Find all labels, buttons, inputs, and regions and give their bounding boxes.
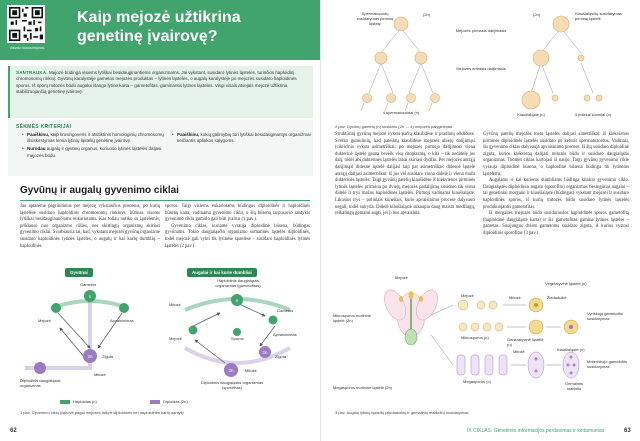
megaspores-label: Megasporos (n) [463, 379, 492, 384]
qr-code[interactable] [7, 5, 45, 43]
sperm-cells-label: 4 spermatozoidai (n) [382, 110, 420, 115]
plant-life-cycle-diagram [165, 268, 310, 396]
gametophyte-label: Haploidinis daugialąstis organizmas (gametofitas) [215, 278, 261, 288]
bullet-icon: • [172, 132, 174, 137]
spermatocyte-label: Spermatozoidų susidarymas pirminę ląstelę [356, 11, 394, 26]
zygote-label: Zigota [102, 354, 114, 359]
criteria-item-bold: Paaiškinu, [27, 132, 50, 137]
paragraph: Struktūrinį gyvūnų mejozė vyksta pačių kiaušidėse ir pradinių sėklidose. Sveiko gumulinių, kad pateiktų kiaušidėse mejozės abiejų dalijimųsi (ciklicinis vyksta asimetriškai: po mejozės pirmojo dalijimosi viena dukterinė ląstelė gauna beveik visą citoplazmą, o kita – tik nedidelę jos dalį, todėl abi dukterinės ląstelės labai skiriasi dydžiu. Per mejozės antrąjį dalijimąsi didesnė ląstelė dalijasi taip pat asimetriškai: didesnė ląstelė antrąjį dalijasi asimetriškai: iš jos vėl susidaro viena didelė ir viena maža dukterinės ląstelės. Taigi gyvūnų patelių kiaušidėse iš kiekvienos pirminės lytinės ląstelės prirmina po dviejų mejozės padalijimų susidaro tik viena didelė ir trys mažos haploidinės ląstelės. Pirmoji vadinama kiaušialąste. Likusios trys – poliniais kūneliais, kurie apvaisinimo procese dalyvauti negali, todėl suiryda. Didelė kiaušialąstė sukaupia daug maisto medžiagų, reikalingų gemalui augti, jei ji bus apvaisinta. [335, 132, 475, 217]
generative-cell-label: Generatyvinė ląstelė (n) [507, 337, 544, 347]
criteria-title: SĖKMĖS KRITERIJAI [16, 124, 72, 130]
meiosis-label: Mejozė [38, 318, 51, 323]
right-text-column-1 [335, 132, 475, 218]
criteria-column-1 [22, 132, 167, 161]
right-text-column-2 [483, 132, 629, 238]
criteria-item-bold: Nurodau [27, 146, 46, 152]
oocyte-label: Kiaušialąsčių susidarymas pirminę ląstelė [575, 11, 622, 21]
paragraph: Iš mergaitės mejozės būdo susidariusios haploidinės sporos gametofitą (haploidinė daugialąstė karta) ir šis gametofitas gamina lytines ląsteles – gametas. Susijungus dviem gametoms susidaro zigota, iš kurios vystosi diploidinis sporofitas (3 pav.). [483, 211, 629, 236]
flower-graphic [380, 287, 442, 345]
svg-text:2n: 2n [262, 350, 268, 355]
megaspore-mother-label: Megasporos motininė ląstelė (2n) [333, 385, 393, 390]
meiosis-label: Mejozė [169, 336, 182, 341]
section-divider [20, 200, 310, 201]
diploid-organism-label: Diploidinis daugialąstis organizmas [20, 378, 61, 388]
paragraph: Gyvenimo ciklas, kuriame vyrauja diploidinė būsena, būdingas gyvūnams. Tokio daugialąsčio organizmo somatinės ląstelės diploidinės, todėl mejozė gali vykti tik lytinėse ląstelėse – susidaro haploidinės lytinės ląstelės (2 pav.). [165, 223, 310, 249]
microspore-mother-label: Mikrosporos motininė ląstelė (2n) [333, 313, 372, 323]
qr-label: Vaizdo klausimynas [9, 45, 45, 50]
fertilization-label: Apvaisinimas [110, 318, 134, 323]
meiosis-top-label: Mejozė [395, 275, 408, 280]
egg-cell-label: Kiaušialąstė (n) [557, 347, 585, 352]
summary-label: SANTRAUKA. [16, 70, 48, 75]
right-page [320, 0, 640, 441]
page-number-right: 63 [624, 428, 631, 434]
meiosis-left-label: Mejozė [461, 293, 474, 298]
criteria-item [172, 132, 317, 144]
svg-text:2n: 2n [87, 354, 93, 359]
microspores-label: Mikrosporos (n) [461, 335, 489, 340]
svg-text:2n: 2n [228, 368, 234, 373]
criteria-item-text: kaip krosingoveris ir atsitiktinis homologinių chromosomų išsiskirstymas lemia lytinių ląstelių genetinę įvairovę. [27, 132, 164, 144]
chapter-header [0, 0, 320, 60]
bullet-icon: • [22, 146, 24, 152]
gametogenesis-diagram [331, 8, 631, 122]
animals-tag: Gyvūnai [65, 268, 93, 277]
sporophyte-label: Diploidinis daugialąstis organizmas (sporofitas) [200, 380, 264, 390]
paragraph: Gyvūnų patelių mejozės metu ląstelės dalijasi simetriškai: iš kiekvienos pirminės diploidinės ląstelės susidaro po keturis spermatozoidus. Vadinasi, šis gyvenimo ciklas dalyvauja apvaisinimo procese. Iš šių susidaro diploidinė zigota, kurios kiekvieną dalijasi mitozės būdu ir susidaro daugialąstis organizmas. Tuomet ciklas kartojasi iš naujo. Taigi gyvūnų gyvenimo cikle vyrauja diploidinė būsena, o haploidinė būsena būdinga tik lytinėms ląstelėms. [483, 132, 629, 177]
chapter-title: Kaip mejozė užtikrina genetinę įvairovę? [77, 9, 241, 45]
page-number-left: 62 [10, 428, 17, 434]
summary-body: Mejozė būdinga visiems lytiškai besidauginantiems organizmams. Jai vykstant, susidaro lytinės ląstelės, turinčios haploidinį chromosomų rinkinį. Gyvūnų karalystėje gametos mejozės produktas – lytinės ląstelės, o augalų karalystėje po mejozės susidaro haploidinės sporos. Iš sporų mitozės būdu augalui išauga lytinė karta – gametofitas, gaminantis lytines ląsteles. Visgi visais atvejais mejozė užtikrina stabilizuojančią genetinę įvairovę. [16, 70, 297, 94]
female-gametophyte-label: Moteriškojo gametofito susidarymas [587, 359, 628, 369]
meiosis-first-label: Mejozės pirmasis dalijimasis [455, 28, 507, 33]
gametes-label: Gametos [80, 282, 97, 287]
haploid-legend-label: Haploidas (n) [73, 399, 97, 404]
mitosis-label: Mitozė [94, 372, 106, 377]
egg-cell-label: Kiaušialąstė (n) [517, 112, 545, 117]
criteria-column-2 [172, 132, 317, 146]
animal-cycle-graphic [20, 268, 160, 396]
gametes-label: Gametos [277, 308, 294, 313]
svg-text:n: n [88, 294, 92, 299]
male-gametophyte-label: Vyriškojo gametofito susidarymas [587, 311, 623, 321]
left-text-column-1 [20, 204, 160, 250]
figure-2-caption: 2 pav. Gyvūnų gametų (n) susidaro (2n → 4) mejozės palyginimas [335, 124, 453, 129]
ploidy-2n-right: (2n) [533, 12, 541, 17]
criteria-item-text: augalų ir gyvūnų organus, kuriuose lytinės ląstelės daljasi mejozės būdu. [27, 146, 162, 158]
figure-1-caption: 1 pav. Gyvenimo ciklų įvairovė pagal mejozės laikytr diploidinės bei haploidinės kartų santykį [20, 410, 184, 415]
meiosis-second-label: Mejozės antrasis dalijimasis [456, 66, 506, 71]
ploidy-2n-left: (2n) [423, 12, 431, 17]
bullet-icon: • [22, 132, 24, 137]
paragraph: Jau aptarėme pagrindinius per mejozę vykstančius procesus, po kurių ląstelėse susidaro haploidinis chromosomų rinkinys, būtinas visoms lytiškai besidauginančioms eukariotams. Kas toliau nutiko su ląstelėmis, priklauso nuo organizmo rūšies, nes skirtingų organizmų skiriasi gyvenimo ciklai. Svarbiausia tai, kad, vykstant mejozei gyvūnų organizme susidaro haploidinės lytinės ląstelės, o augalų ir kai kurių dumblių – haploidinės [20, 204, 160, 249]
footer-chapter-text: IX CIKLAS. Genetinės informacijos perdavimas ir kintamumas [467, 428, 605, 434]
mitosis-bottom-label: Mitozė [245, 368, 257, 373]
qr-code-icon [9, 7, 43, 41]
left-text-column-2 [165, 204, 310, 250]
criteria-item-text: kokių galimybių turi lytiškai besidauginantys organizmai keičiantis aplinkos sąlygoms. [177, 132, 311, 144]
paragraph: sporos. Taigi visiems eukariotams būdingos diploidinės ir haploidinės būsenų kaita, vadinama gyvenimo ciklu, o šių būsenų tarpusavio santykis gyvenimo ciklo gumulo gali būti įvairus (1 pav.). [165, 204, 310, 223]
spores-label: Sporos [231, 336, 244, 341]
embryo-sac-label: Gemalinis maišelis [565, 381, 583, 391]
legend [60, 399, 260, 407]
mitosis-top-label: Mitozė [169, 302, 181, 307]
zygote-label: Zigota [275, 354, 287, 359]
svg-text:n: n [235, 298, 239, 303]
summary-box [8, 66, 313, 118]
plants-tag: Augalai ir kai kurie dumbliai [187, 268, 257, 277]
pollen-label: Žiedadulkė [547, 295, 567, 300]
criteria-item-bold: Paaiškinu, [177, 132, 200, 137]
criteria-item [22, 146, 167, 158]
diploid-legend-label: Diploidas (2n) [163, 399, 188, 404]
summary-text [16, 70, 308, 95]
criteria-item [22, 132, 167, 144]
haploid-swatch [60, 400, 70, 404]
section-title: Gyvūnų ir augalų gyvenimo ciklai [20, 185, 179, 196]
paragraph: Augalams ir kai kuriems dumbliams būdinga kitokio gyvenimo ciklo. Daugialąstės diploidinio augalo (sporofito) organizmas tiesioginiai augalai – tai genetiniai morgano ir kiaušialąstė (būdingas) vykstant mejozei ir susidaro haploidinės sporos, iš kurių mitozės būdu susidaro lytinės ląstelės produkuojantis gametofitas. [483, 178, 629, 210]
success-criteria-box [8, 120, 313, 176]
mitosis-bottom-label: Mitozė [513, 349, 525, 354]
vegetative-cell-label: Vegetatyvinė ląstelė (n) [545, 281, 587, 286]
plant-gamete-diagram [331, 275, 631, 410]
fertilization-label: Apvaisinimas [273, 332, 297, 337]
polar-bodies-label: 3 poliniai kūneliai (n) [574, 112, 612, 117]
diploid-swatch [150, 400, 160, 404]
animal-life-cycle-diagram [20, 268, 160, 396]
mitosis-left-label: Mitozė [509, 295, 521, 300]
figure-3-caption: 3 pav. Augalų lytinių ląstelių (žiedadulkių ir gemalinio maišelio) susidarymas [335, 410, 469, 415]
